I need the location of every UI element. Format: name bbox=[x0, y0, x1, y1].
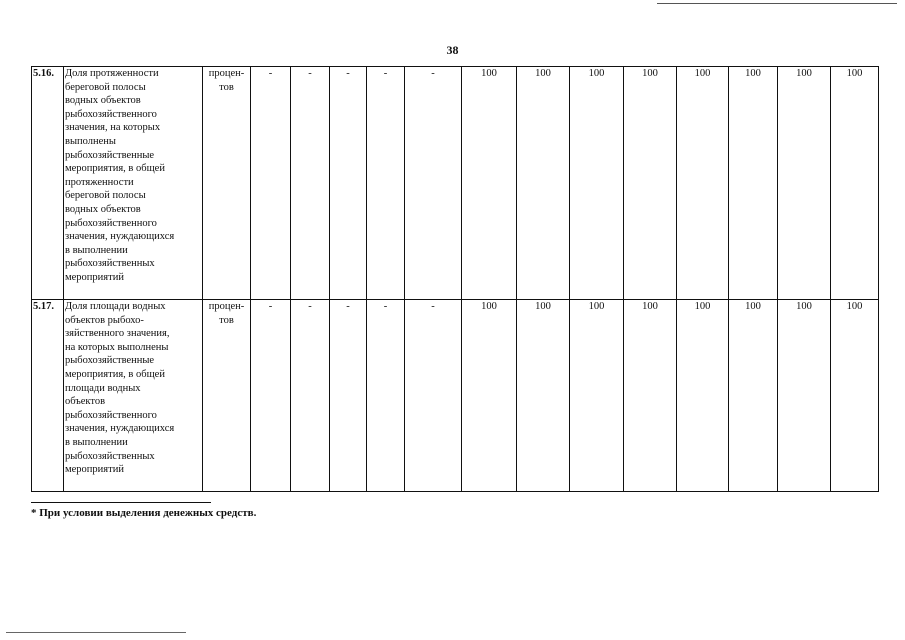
unit-line: тов bbox=[219, 81, 234, 93]
indicator-name-line: береговой полосы bbox=[65, 81, 146, 93]
value-cell: 100 bbox=[778, 67, 831, 300]
value-cell: - bbox=[405, 300, 462, 492]
table-row bbox=[32, 67, 879, 300]
indicator-name-cell bbox=[64, 300, 203, 492]
footnote-text: * При условии выделения денежных средств. bbox=[31, 507, 257, 519]
value-cell: 100 bbox=[570, 300, 624, 492]
value-cell: 100 bbox=[517, 300, 570, 492]
unit-line: тов bbox=[219, 314, 234, 326]
value-cell: 100 bbox=[517, 67, 570, 300]
indicator-name-line: рыбохозяйственного bbox=[65, 217, 157, 229]
value-cell: 100 bbox=[677, 67, 729, 300]
value-cell: 100 bbox=[570, 67, 624, 300]
page-number: 38 bbox=[446, 43, 459, 57]
indicator-name-cell bbox=[64, 67, 203, 300]
indicator-name-line: рыбохозяйственного bbox=[65, 108, 157, 120]
bottom-decorative-rule bbox=[6, 632, 186, 633]
indicator-name-line: площади водных bbox=[65, 382, 141, 394]
value-cell: 100 bbox=[831, 67, 879, 300]
indicator-name-line: рыбохозяйственных bbox=[65, 258, 155, 270]
value-cell: 100 bbox=[624, 67, 677, 300]
indicator-name-line: мероприятий bbox=[65, 464, 124, 476]
indicator-name-line: мероприятия, в общей bbox=[65, 368, 165, 380]
value-cell: 100 bbox=[778, 300, 831, 492]
indicator-name-line: протяженности bbox=[65, 176, 134, 188]
indicator-name-line: рыбохозяйственные bbox=[65, 149, 155, 161]
value-cell: - bbox=[291, 300, 330, 492]
indicator-name-line: рыбохозяйственные bbox=[65, 355, 155, 367]
indicator-name-line: в выполнении bbox=[65, 244, 128, 256]
indicator-name-line: водных объектов bbox=[65, 95, 141, 107]
value-cell: 100 bbox=[462, 300, 517, 492]
unit-cell bbox=[203, 67, 251, 300]
row-number-cell: 5.17. bbox=[32, 300, 64, 492]
indicator-name-line: на которых выполнены bbox=[65, 341, 169, 353]
value-cell: - bbox=[330, 300, 367, 492]
indicator-name-line: Доля площади водных bbox=[65, 301, 166, 312]
value-cell: 100 bbox=[729, 300, 778, 492]
indicator-name-line: значения, нуждающихся bbox=[65, 423, 175, 435]
indicator-name-line: водных объектов bbox=[65, 203, 141, 215]
value-cell: 100 bbox=[624, 300, 677, 492]
indicator-name-line: выполнены bbox=[65, 135, 116, 147]
indicator-name-line: Доля протяженности bbox=[65, 68, 159, 79]
indicator-name-line: в выполнении bbox=[65, 436, 128, 448]
value-cell: 100 bbox=[831, 300, 879, 492]
row-number-cell: 5.16. bbox=[32, 67, 64, 300]
table-row bbox=[32, 300, 879, 492]
indicator-name-line: мероприятий bbox=[65, 271, 124, 283]
indicator-name-line: значения, нуждающихся bbox=[65, 231, 175, 243]
indicators-table bbox=[31, 66, 879, 492]
indicator-name-line: значения, на которых bbox=[65, 122, 161, 134]
indicator-name-line: береговой полосы bbox=[65, 190, 146, 202]
value-cell: - bbox=[291, 67, 330, 300]
unit-line: процен- bbox=[208, 68, 245, 79]
value-cell: 100 bbox=[462, 67, 517, 300]
value-cell: - bbox=[251, 67, 291, 300]
indicator-name-line: рыбохозяйственных bbox=[65, 450, 155, 462]
unit-line: процен- bbox=[208, 301, 245, 312]
top-decorative-rule bbox=[657, 3, 897, 4]
indicator-name-line: рыбохозяйственного bbox=[65, 409, 157, 421]
value-cell: - bbox=[367, 67, 405, 300]
value-cell: 100 bbox=[729, 67, 778, 300]
value-cell: - bbox=[330, 67, 367, 300]
value-cell: 100 bbox=[677, 300, 729, 492]
indicator-name-line: объектов рыбохо- bbox=[65, 314, 144, 326]
indicator-name-line: зяйственного значения, bbox=[65, 328, 170, 340]
indicator-name-line: объектов bbox=[65, 396, 106, 408]
indicator-name-line: мероприятия, в общей bbox=[65, 163, 165, 175]
value-cell: - bbox=[367, 300, 405, 492]
value-cell: - bbox=[251, 300, 291, 492]
unit-cell bbox=[203, 300, 251, 492]
value-cell: - bbox=[405, 67, 462, 300]
footnote-divider bbox=[31, 502, 211, 503]
